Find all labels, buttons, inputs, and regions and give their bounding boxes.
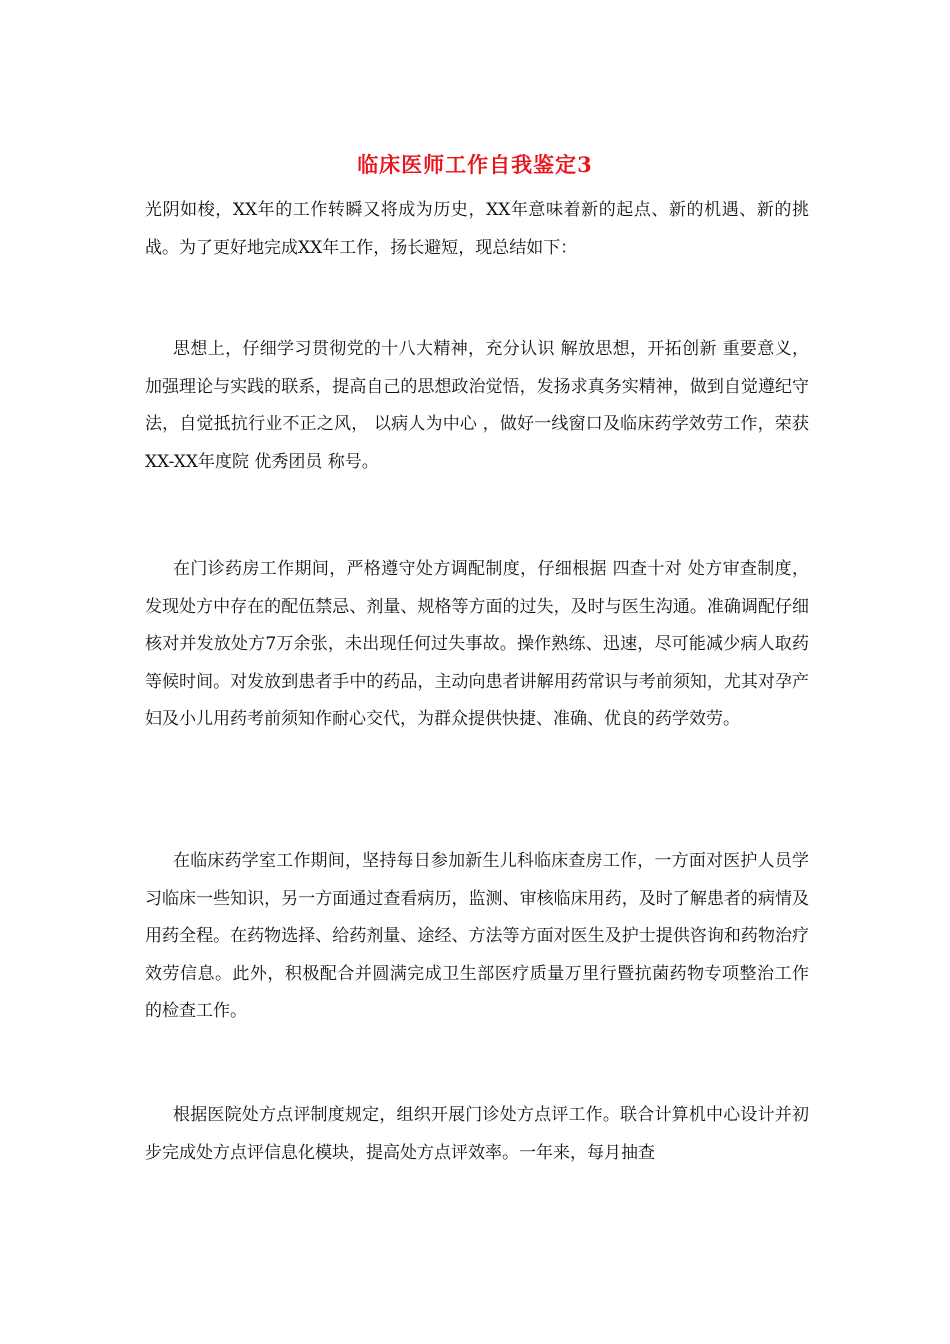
paragraph-ideology: 思想上，仔细学习贯彻党的十八大精神，充分认识 解放思想，开拓创新 重要意义，加强理论与实践的联系，提高自己的思想政治觉悟，发扬求真务实精神，做到自觉遵纪守法，自觉抵抗行业不正之风， 以病人为中心 ，做好一线窗口及临床药学效劳工作，荣获XX-XX年度院 优秀团员 称号。 xyxy=(145,339,809,472)
paragraph-intro: 光阴如梭，XX年的工作转瞬又将成为历史，XX年意味着新的起点、新的机遇、新的挑战。为了更好地完成XX年工作，扬长避短，现总结如下： xyxy=(145,200,809,258)
paragraph-outpatient-pharmacy: 在门诊药房工作期间，严格遵守处方调配制度，仔细根据 四查十对 处方审查制度，发现处方中存在的配伍禁忌、剂量、规格等方面的过失，及时与医生沟通。准确调配仔细核对并发放处方7万余张，未出现任何过失事故。操作熟练、迅速，尽可能减少病人取药等候时间。对发放到患者手中的药品，主动向患者讲解用药常识与考前须知，尤其对孕产妇及小儿用药考前须知作耐心交代，为群众提供快捷、准确、优良的药学效劳。 xyxy=(145,559,809,729)
document-title: 临床医师工作自我鉴定3 xyxy=(357,152,593,177)
paragraph-prescription-review: 根据医院处方点评制度规定，组织开展门诊处方点评工作。联合计算机中心设计并初步完成处方点评信息化模块，提高处方点评效率。一年来，每月抽查 xyxy=(145,1105,809,1163)
paragraph-clinical-pharmacy: 在临床药学室工作期间，坚持每日参加新生儿科临床查房工作，一方面对医护人员学习临床一些知识，另一方面通过查看病历，监测、审核临床用药，及时了解患者的病情及用药全程。在药物选择、给药剂量、途经、方法等方面对医生及护士提供咨询和药物治疗效劳信息。此外，积极配合并圆满完成卫生部医疗质量万里行暨抗菌药物专项整治工作 的检查工作。 xyxy=(145,851,809,1021)
